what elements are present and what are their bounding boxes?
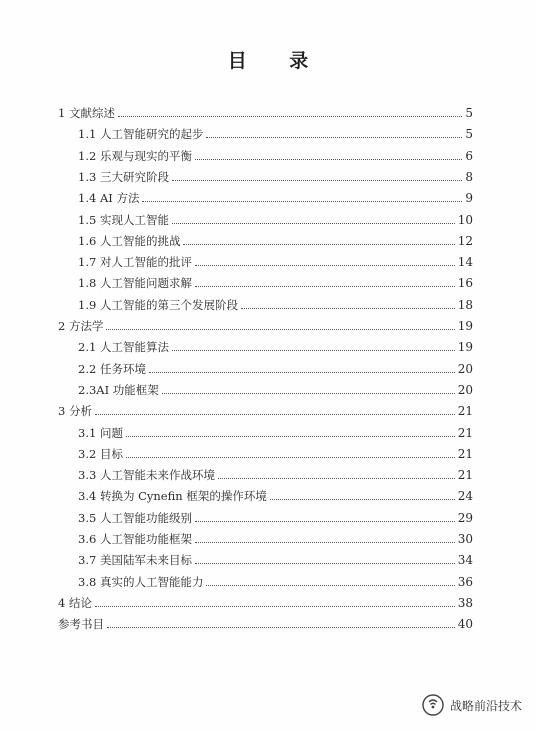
toc-leader-dots: [172, 349, 455, 351]
toc-entry-label: 1.5 实现人工智能: [78, 212, 169, 227]
toc-leader-dots: [106, 328, 454, 330]
toc-entry-page-number: 19: [457, 340, 473, 355]
toc-section-entry: [78, 377, 473, 397]
toc-leader-dots: [162, 392, 455, 394]
toc-leader-dots: [95, 413, 455, 415]
toc-leader-dots: [195, 285, 455, 287]
toc-section-entry: [78, 334, 473, 354]
toc-leader-dots: [172, 179, 462, 181]
toc-chapter-entry: [58, 590, 473, 610]
toc-section-entry: [78, 270, 473, 290]
toc-leader-dots: [206, 584, 454, 586]
toc-entry-page-number: 5: [465, 127, 473, 142]
toc-leader-dots: [142, 200, 462, 202]
toc-leader-dots: [195, 158, 462, 160]
toc-entry-label: 1.3 三大研究阶段: [78, 169, 169, 184]
toc-leader-dots: [126, 435, 455, 437]
toc-entry-label: 1.4 AI 方法: [78, 191, 140, 206]
toc-entry-page-number: 24: [457, 489, 473, 504]
watermark-text: 战略前沿技术: [449, 698, 522, 713]
toc-leader-dots: [195, 264, 455, 266]
toc-leader-dots: [270, 498, 455, 500]
toc-entry-label: 3.2 目标: [78, 446, 123, 461]
toc-entry-page-number: 18: [457, 297, 473, 312]
toc-section-entry: [78, 526, 473, 546]
toc-entry-page-number: 19: [457, 319, 473, 333]
toc-entry-label: 3.7 美国陆军未来目标: [78, 553, 192, 568]
toc-entry-label: 4 结论: [58, 595, 92, 610]
toc-section-entry: [78, 569, 473, 589]
toc-chapter-entry: [58, 398, 473, 418]
toc-leader-dots: [195, 520, 455, 522]
toc-entry-page-number: 40: [457, 617, 473, 632]
toc-leader-dots: [195, 562, 455, 564]
toc-entry-page-number: 20: [457, 382, 473, 397]
toc-entry-page-number: 36: [457, 574, 473, 589]
toc-entry-label: 1.7 对人工智能的批评: [78, 255, 192, 270]
toc-chapter-entry: [58, 100, 473, 120]
toc-entry-page-number: 21: [457, 446, 473, 461]
toc-entry-label: 1.9 人工智能的第三个发展阶段: [78, 297, 238, 312]
toc-leader-dots: [118, 115, 462, 117]
wechat-official-account-icon: [422, 694, 444, 716]
toc-entry-page-number: 12: [457, 233, 473, 248]
toc-title: 目 录: [227, 50, 327, 72]
toc-leader-dots: [172, 222, 455, 224]
toc-entry-page-number: 8: [465, 169, 473, 184]
toc-entry-page-number: 6: [465, 148, 473, 163]
toc-entry-page-number: 38: [457, 595, 473, 610]
toc-entry-page-number: 21: [457, 425, 473, 440]
toc-leader-dots: [183, 243, 454, 245]
toc-entry-page-number: 29: [457, 510, 473, 525]
toc-entry-page-number: 9: [465, 191, 473, 206]
toc-entry-page-number: 20: [457, 361, 473, 376]
toc-entry-page-number: 10: [457, 212, 473, 227]
toc-leader-dots: [149, 371, 455, 373]
toc-entry-page-number: 21: [457, 404, 473, 419]
toc-section-entry: [78, 121, 473, 141]
toc-entry-page-number: 5: [465, 106, 473, 120]
toc-section-entry: [78, 207, 473, 227]
toc-section-entry: [78, 483, 473, 503]
toc-section-entry: [78, 143, 473, 163]
toc-entry-label: 1.6 人工智能的挑战: [78, 233, 181, 248]
toc-leader-dots: [218, 477, 455, 479]
toc-entry-label: 2.1 人工智能算法: [78, 340, 169, 355]
toc-entry-page-number: 30: [457, 532, 473, 546]
toc-entry-page-number: 14: [457, 255, 473, 270]
toc-section-entry: [78, 420, 473, 440]
toc-section-entry: [78, 249, 473, 269]
toc-entry-page-number: 21: [457, 468, 473, 483]
toc-leader-dots: [107, 626, 455, 628]
toc-entry-label: 3 分析: [58, 404, 92, 419]
toc-entry-label: 1.2 乐观与现实的平衡: [78, 148, 192, 163]
toc-section-entry: [78, 356, 473, 376]
toc-entry-label: 3.5 人工智能功能级别: [78, 510, 192, 525]
toc-section-entry: [78, 505, 473, 525]
toc-section-entry: [78, 462, 473, 482]
toc-section-entry: [78, 441, 473, 461]
toc-entry-label: 参考书目: [58, 617, 104, 632]
toc-section-entry: [78, 185, 473, 205]
toc-entry-label: 3.8 真实的人工智能能力: [78, 574, 204, 589]
toc-entry-label: 1.1 人工智能研究的起步: [78, 127, 204, 142]
toc-entry-label: 3.3 人工智能未来作战环境: [78, 468, 215, 483]
toc-entry-label: 2.2 任务环境: [78, 361, 146, 376]
toc-section-entry: [78, 228, 473, 248]
toc-entry-page-number: 16: [457, 276, 473, 291]
toc-entry-label: 2.3AI 功能框架: [78, 382, 159, 397]
toc-entry-label: 3.6 人工智能功能框架: [78, 532, 192, 546]
toc-leader-dots: [95, 605, 455, 607]
toc-entry-page-number: 34: [457, 553, 473, 568]
toc-leader-dots: [206, 136, 462, 138]
toc-entry-label: 3.1 问题: [78, 425, 123, 440]
toc-chapter-entry: [58, 611, 473, 631]
toc-leader-dots: [241, 307, 455, 309]
toc-entry-label: 1 文献综述: [58, 106, 115, 120]
toc-leader-dots: [195, 541, 455, 543]
watermark: [422, 694, 522, 716]
toc-section-entry: [78, 292, 473, 312]
toc-leader-dots: [126, 456, 455, 458]
toc-chapter-entry: [58, 313, 473, 333]
toc-section-entry: [78, 164, 473, 184]
toc-section-entry: [78, 547, 473, 567]
toc-entry-label: 3.4 转换为 Cynefin 框架的操作环境: [78, 489, 267, 504]
toc-entry-label: 2 方法学: [58, 319, 104, 333]
toc-entry-label: 1.8 人工智能问题求解: [78, 276, 192, 291]
